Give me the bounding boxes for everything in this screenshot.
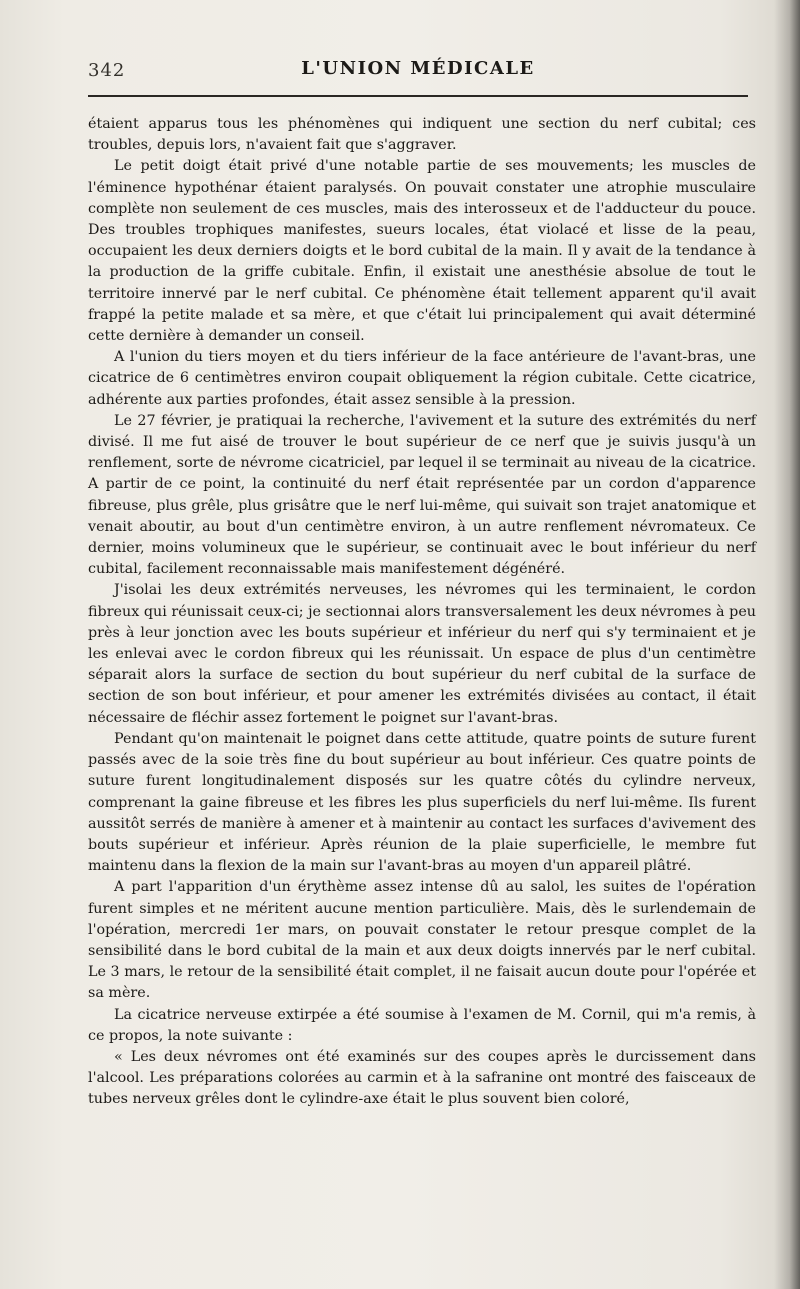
paragraph-suture: Pendant qu'on maintenait le poignet dans cette attitude, quatre points de suture furent passés avec de la soie très fine du bout supérieur au bout inférieur. Ces quatre points de suture furent longitudinalement disposés sur les quatre côtés du cylindre nerveux, comprenant la gaine fibreuse et les fibres les plus superficiels du nerf lui-même. Ils furent aussitôt serrés de manière à amener et à maintenir au contact les surfaces d'avivement des bouts supérieur et inférieur. Après réunion de la plaie superficielle, le membre fut maintenu dans la flexion de la main sur l'avant-bras au moyen d'un appareil plâtré. bbox=[88, 730, 756, 875]
paragraph-continuation: étaient apparus tous les phénomènes qui indiquent une section du nerf cubital; ces troubles, depuis lors, n'avaient fait que s'aggraver. bbox=[88, 116, 756, 154]
page-number: 342 bbox=[88, 60, 126, 81]
paragraph-scar: A l'union du tiers moyen et du tiers inférieur de la face antérieure de l'avant-bras, une cicatrice de 6 centimètres environ coupait obliquement la région cubitale. Cette cicatrice, adhérente aux parties profondes, était assez sensible à la pression. bbox=[88, 349, 756, 408]
page-header bbox=[88, 58, 748, 88]
paragraph-symptoms: Le petit doigt était privé d'une notable partie de ses mouvements; les muscles de l'éminence hypothénar étaient paralysés. On pouvait constater une atrophie musculaire complète non seulement de ces muscles, mais des interosseux et de l'adducteur du pouce. Des troubles trophiques manifestes, sueurs locales, état violacé et lisse de la peau, occupaient les deux derniers doigts et le bord cubital de la main. Il y avait de la tendance à la production de la griffe cubitale. Enfin, il existait une anesthésie absolue de tout le territoire innervé par le nerf cubital. Ce phénomène était tellement apparent qu'il avait frappé la petite malade et sa mère, et que c'était lui principalement qui avait déterminé cette dernière à demander un conseil. bbox=[88, 158, 756, 345]
paragraph-recovery: A part l'apparition d'un érythème assez intense dû au salol, les suites de l'opération furent simples et ne méritent aucune mention particulière. Mais, dès le surlendemain de l'opération, mercredi 1er mars, on pouvait constater le retour presque complet de la sensibilité dans le bord cubital de la main et aux deux doigts innervés par le nerf cubital. Le 3 mars, le retour de la sensibilité était complet, il ne faisait aucun doute pour l'opérée et sa mère. bbox=[88, 879, 756, 1002]
journal-title: L'UNION MÉDICALE bbox=[301, 58, 535, 79]
paragraph-isolation: J'isolai les deux extrémités nerveuses, les névromes qui les terminaient, le cordon fibreux qui réunissait ceux-ci; je sectionnai alors transversalement les deux névromes à peu près à leur jonction avec les bouts supérieur et inférieur du nerf qui s'y terminaient et je les enlevai avec le cordon fibreux qui les réunissait. Un espace de plus d'un centimètre séparait alors la surface de section du bout supérieur du nerf cubital de la surface de section de son bout inférieur, et pour amener les extrémités divisées au contact, il était nécessaire de fléchir assez fortement le poignet sur l'avant-bras. bbox=[88, 582, 756, 726]
article-body bbox=[88, 114, 756, 1111]
page-edge-shadow bbox=[774, 0, 800, 1289]
paragraph-examination: La cicatrice nerveuse extirpée a été soumise à l'examen de M. Cornil, qui m'a remis, à ce propos, la note suivante : bbox=[88, 1006, 756, 1044]
header-rule bbox=[88, 95, 748, 97]
paragraph-quote: « Les deux névromes ont été examinés sur des coupes après le durcissement dans l'alcool. Les préparations colorées au carmin et à la safranine ont montré des faisceaux de tubes nerveux grêles dont le cylindre-axe était le plus souvent bien coloré, bbox=[88, 1048, 756, 1108]
paragraph-operation: Le 27 février, je pratiquai la recherche, l'avivement et la suture des extrémités du nerf divisé. Il me fut aisé de trouver le bout supérieur de ce nerf que je suivis jusqu'à un renflement, sorte de névrome cicatriciel, par lequel il se terminait au niveau de la cicatrice. A partir de ce point, la continuité du nerf était représentée par un cordon d'apparence fibreuse, plus grêle, plus grisâtre que le nerf lui-même, qui suivait son trajet anatomique et venait aboutir, au bout d'un centimètre environ, à un autre renflement névromateux. Ce dernier, moins volumineux que le supérieur, se continuait avec le bout inférieur du nerf cubital, facilement reconnaissable mais manifestement dégénéré. bbox=[88, 412, 756, 578]
